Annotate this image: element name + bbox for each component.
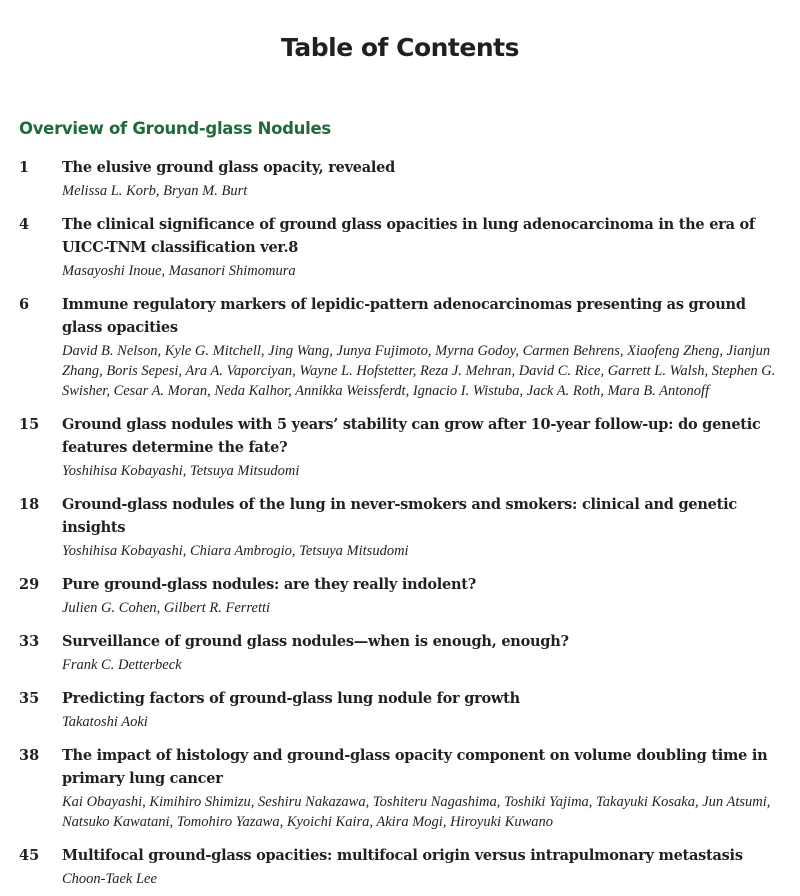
article-authors: Takatoshi Aoki xyxy=(62,714,148,730)
article-authors: Frank C. Detterbeck xyxy=(62,657,182,673)
article-authors: Masayoshi Inoue, Masanori Shimomura xyxy=(62,263,296,279)
article-title[interactable]: The impact of histology and ground-glass opacity component on volume doubling time in primary lung cancer xyxy=(62,747,768,787)
toc-entry[interactable] xyxy=(0,687,800,732)
article-title[interactable]: Ground glass nodules with 5 years’ stability can grow after 10-year follow-up: do genetic features determine the fate? xyxy=(62,416,761,456)
article-authors: Melissa L. Korb, Bryan M. Burt xyxy=(62,183,248,199)
toc-entry[interactable] xyxy=(0,573,800,618)
article-authors: Yoshihisa Kobayashi, Tetsuya Mitsudomi xyxy=(62,463,300,479)
page-number: 15 xyxy=(19,416,40,433)
page-number: 33 xyxy=(19,633,40,650)
page-number: 29 xyxy=(19,576,40,593)
section-heading: Overview of Ground-glass Nodules xyxy=(19,119,331,138)
page-number: 35 xyxy=(19,690,40,707)
article-authors: Yoshihisa Kobayashi, Chiara Ambrogio, Tetsuya Mitsudomi xyxy=(62,543,409,559)
toc-entry[interactable] xyxy=(0,493,800,561)
toc-list xyxy=(0,156,800,889)
article-title[interactable]: Immune regulatory markers of lepidic-pattern adenocarcinomas presenting as ground glass opacities xyxy=(62,296,746,336)
toc-entry[interactable] xyxy=(0,293,800,401)
article-title[interactable]: Surveillance of ground glass nodules—when is enough, enough? xyxy=(62,633,569,650)
toc-entry[interactable] xyxy=(0,156,800,201)
page-number: 1 xyxy=(19,159,30,176)
article-title[interactable]: The clinical significance of ground glass opacities in lung adenocarcinoma in the era of UICC-TNM classification ver.8 xyxy=(62,216,755,256)
article-authors: Choon-Taek Lee xyxy=(62,871,157,887)
page-number: 18 xyxy=(19,496,40,513)
toc-entry[interactable] xyxy=(0,844,800,889)
toc-entry[interactable] xyxy=(0,213,800,281)
page-title: Table of Contents xyxy=(281,33,519,62)
article-authors: David B. Nelson, Kyle G. Mitchell, Jing Wang, Junya Fujimoto, Myrna Godoy, Carmen Behrens, Xiaofeng Zheng, Jianjun Zhang, Boris Sepesi, Ara A. Vaporciyan, Wayne L. Hofstetter, Reza J. Mehran, David C. Rice, Garrett L. Walsh, Stephen G. Swisher, Cesar A. Moran, Neda Kalhor, Annikka Weissferdt, Ignacio I. Wistuba, Jack A. Roth, Mara B. Antonoff xyxy=(62,343,776,399)
article-title[interactable]: The elusive ground glass opacity, revealed xyxy=(62,159,396,176)
article-title[interactable]: Multifocal ground-glass opacities: multifocal origin versus intrapulmonary metastasis xyxy=(62,847,743,864)
toc-entry[interactable] xyxy=(0,744,800,832)
article-title[interactable]: Predicting factors of ground-glass lung nodule for growth xyxy=(62,690,520,707)
toc-entry[interactable] xyxy=(0,630,800,675)
article-authors: Kai Obayashi, Kimihiro Shimizu, Seshiru Nakazawa, Toshiteru Nagashima, Toshiki Yajima, Takayuki Kosaka, Jun Atsumi, Natsuko Kawatani, Tomohiro Yazawa, Kyoichi Kaira, Akira Mogi, Hiroyuki Kuwano xyxy=(62,794,771,830)
toc-entry[interactable] xyxy=(0,413,800,481)
page-number: 4 xyxy=(19,216,30,233)
page-number: 6 xyxy=(19,296,30,313)
page-number: 45 xyxy=(19,847,40,864)
article-title[interactable]: Ground-glass nodules of the lung in never-smokers and smokers: clinical and genetic insights xyxy=(62,496,737,536)
article-title[interactable]: Pure ground-glass nodules: are they really indolent? xyxy=(62,576,476,593)
page-number: 38 xyxy=(19,747,40,764)
article-authors: Julien G. Cohen, Gilbert R. Ferretti xyxy=(62,600,271,616)
